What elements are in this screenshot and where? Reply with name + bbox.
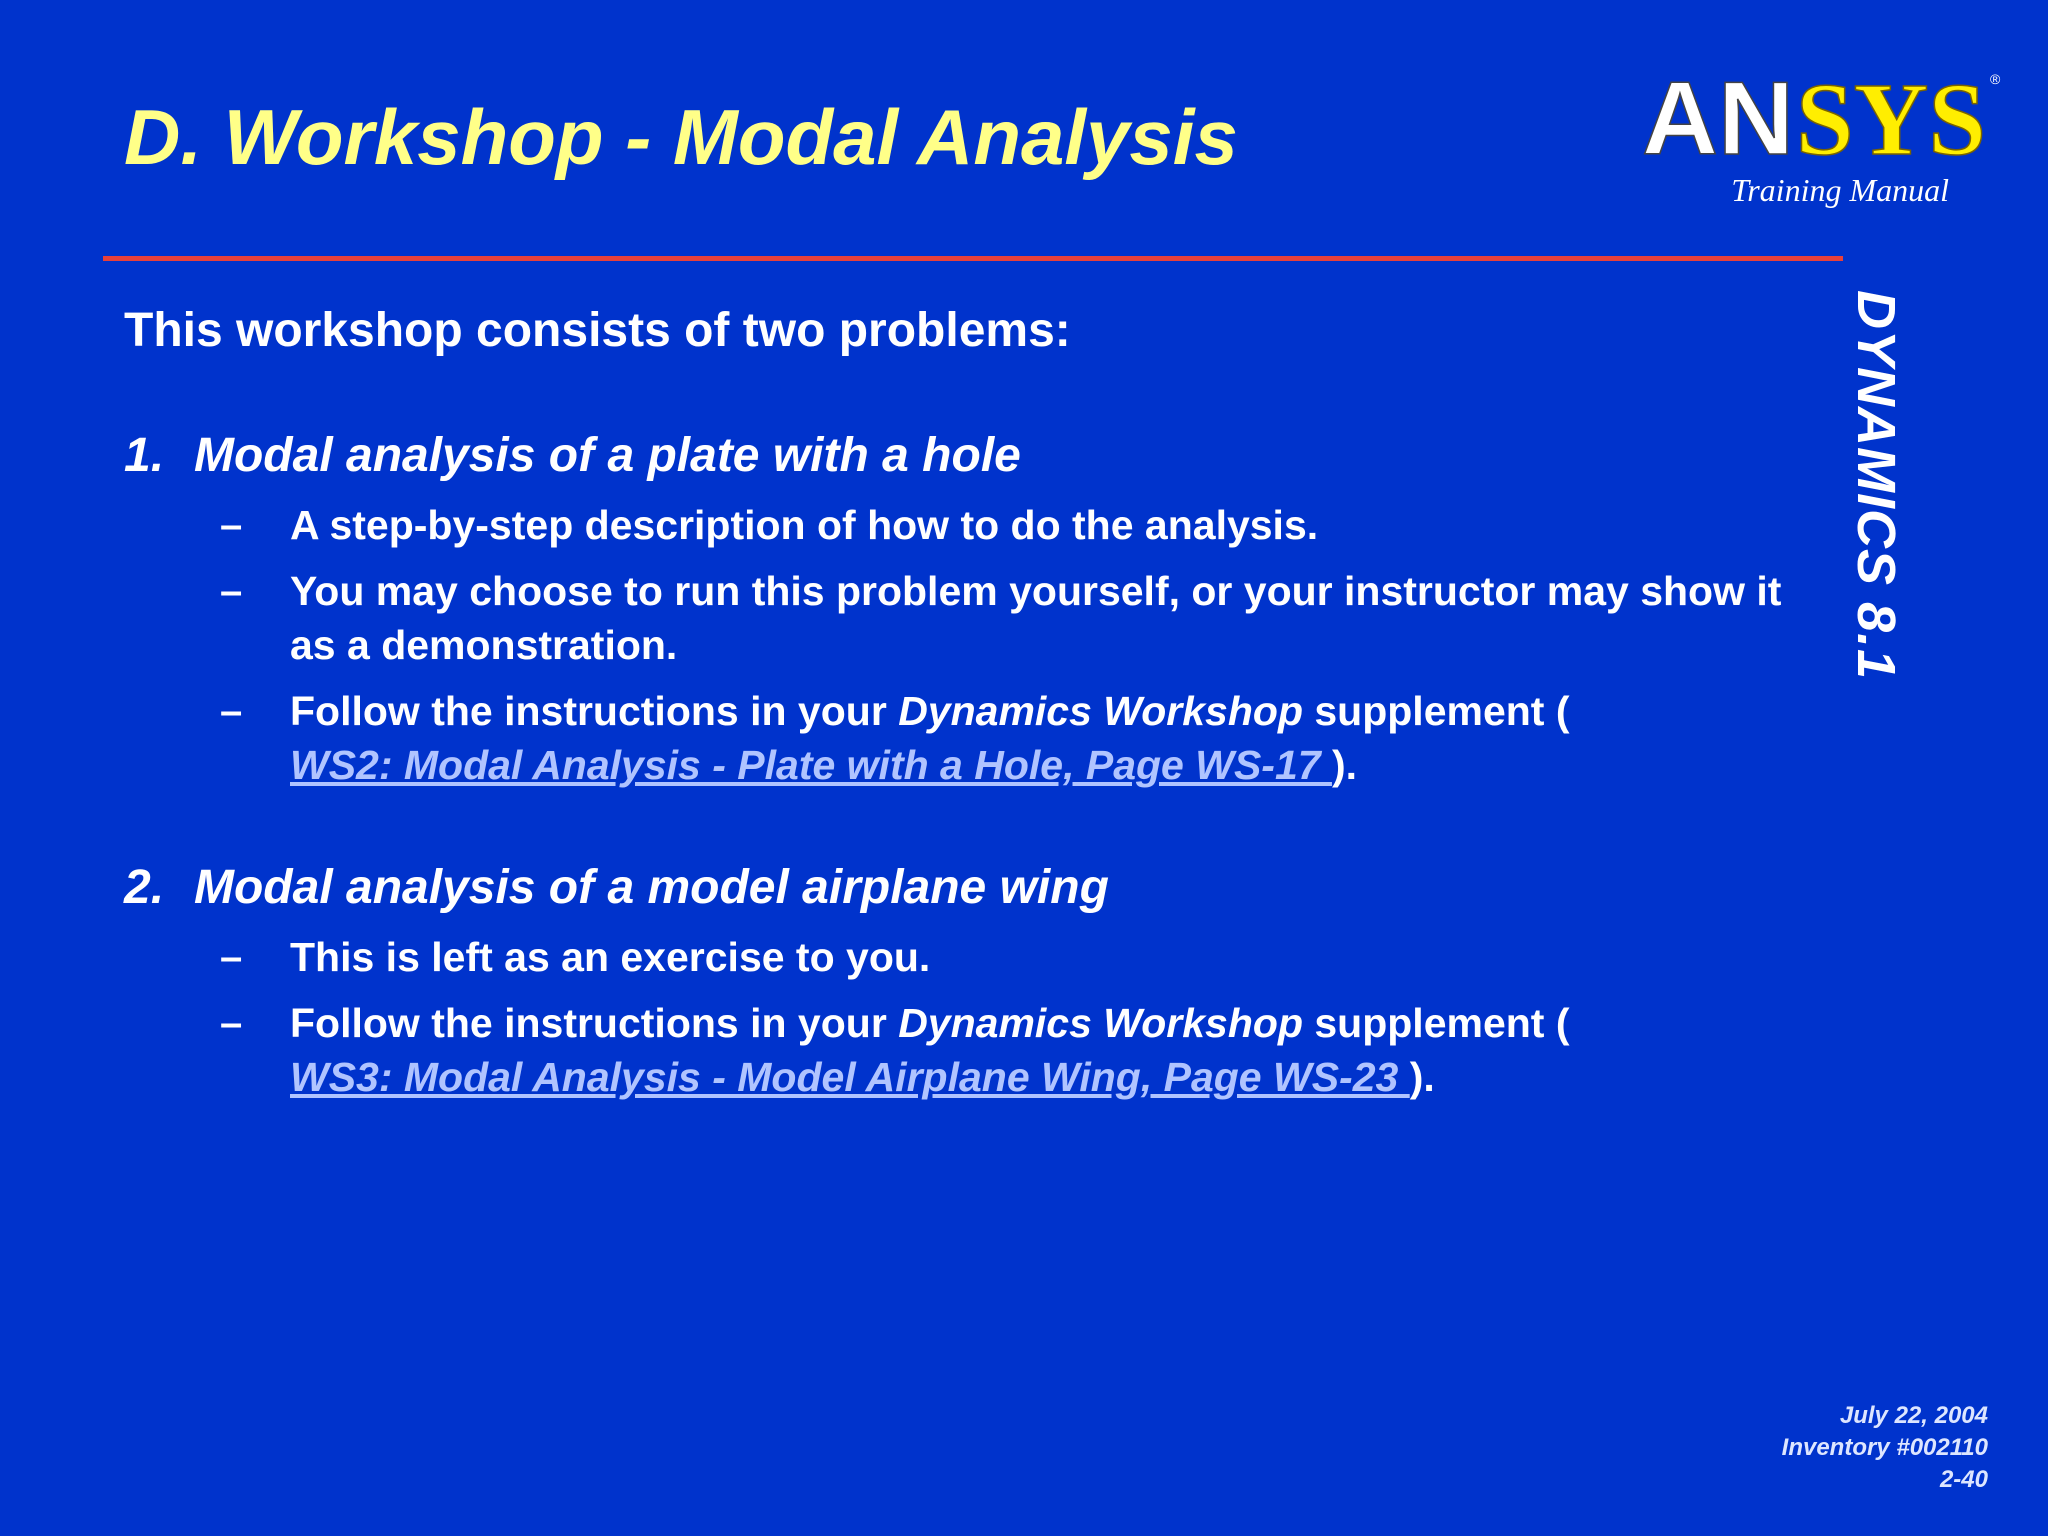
- logo-text-sys: SYS: [1796, 62, 1986, 168]
- slide-title: D. Workshop - Modal Analysis: [124, 93, 1238, 181]
- intro-text: This workshop consists of two problems:: [124, 304, 1071, 357]
- dash-bullet: –: [220, 935, 243, 979]
- bullet-text: You may choose to run this problem yourself, or your instructor may show it as a demonstration.: [290, 568, 1782, 668]
- dash-bullet: –: [220, 689, 243, 733]
- logo-registered-mark: ®: [1990, 71, 2001, 87]
- bullet-text: This is left as an exercise to you.: [290, 934, 931, 980]
- bullet-text-close: ).: [1409, 1054, 1435, 1100]
- bullet-text-lead: Follow the instructions in your: [290, 688, 899, 734]
- title-divider: [103, 256, 1843, 261]
- ansys-logo: [1640, 58, 2010, 218]
- logo-subtitle: Training Manual: [1731, 172, 1949, 208]
- bullet-text: [290, 684, 1830, 792]
- slide-footer: [1782, 1400, 1988, 1496]
- bullet-text-mid: supplement (: [1302, 688, 1570, 734]
- bullet-text: [290, 996, 1830, 1104]
- ansys-logo-icon: [1640, 58, 2010, 168]
- problem-number: 2.: [124, 861, 165, 914]
- footer-page-number: 2-40: [1939, 1466, 1988, 1493]
- bullet-text: A step-by-step description of how to do the analysis.: [290, 502, 1319, 548]
- dash-bullet: –: [220, 1001, 243, 1045]
- problem-heading-1: [124, 428, 1021, 483]
- problem-title: Modal analysis of a plate with a hole: [194, 429, 1021, 482]
- bullet-text-mid: supplement (: [1302, 1000, 1570, 1046]
- side-section-label: DYNAMICS 8.1: [1846, 290, 1906, 681]
- logo-text-an: AN: [1642, 61, 1794, 168]
- dash-bullet: –: [220, 569, 243, 613]
- bullet-text-close: ).: [1331, 742, 1357, 788]
- dash-bullet: –: [220, 503, 243, 547]
- problem-heading-2: [124, 860, 1109, 915]
- problem-number: 1.: [124, 429, 165, 482]
- bullet-text-lead: Follow the instructions in your: [290, 1000, 899, 1046]
- problem-title: Modal analysis of a model airplane wing: [194, 861, 1109, 914]
- supplement-title: Dynamics Workshop: [898, 688, 1303, 734]
- supplement-title: Dynamics Workshop: [898, 1000, 1303, 1046]
- footer-inventory: Inventory #002110: [1781, 1434, 1988, 1461]
- footer-date: July 22, 2004: [1839, 1402, 1988, 1429]
- ws2-link[interactable]: WS2: Modal Analysis - Plate with a Hole, Page WS-17: [290, 742, 1332, 788]
- ws3-link[interactable]: WS3: Modal Analysis - Model Airplane Wing, Page WS-23: [290, 1054, 1410, 1100]
